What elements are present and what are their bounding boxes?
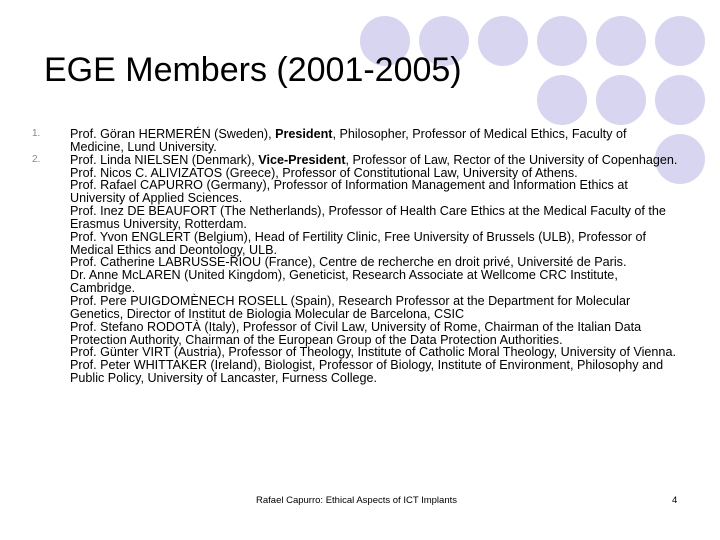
list-item xyxy=(70,295,682,321)
member-text: Prof. Göran HERMERÉN (Sweden), xyxy=(70,127,276,141)
member-role: Vice-President xyxy=(258,152,346,167)
member-text: Dr. Anne McLAREN (United Kingdom), Geneticist, Research Associate at Wellcome CRC Institute, Cambridge. xyxy=(70,268,618,296)
list-item xyxy=(70,231,682,257)
decor-circle xyxy=(478,16,528,66)
decor-circle xyxy=(596,75,646,125)
member-text: Prof. Rafael CAPURRO (Germany), Professor of Information Management and Information Ethics at University of Applied Sciences. xyxy=(70,178,628,206)
slide-title: EGE Members (2001-2005) xyxy=(44,51,462,89)
member-text: Prof. Linda NIELSEN (Denmark), xyxy=(70,152,259,167)
list-number: 1. xyxy=(32,128,41,139)
decor-circle xyxy=(537,75,587,125)
member-text: Prof. Günter VIRT (Austria), Professor of Theology, Institute of Catholic Moral Theology, University of Vienna. xyxy=(70,345,676,360)
member-list xyxy=(32,127,682,386)
list-item xyxy=(70,359,682,385)
list-item xyxy=(70,205,682,231)
footer-credit: Rafael Capurro: Ethical Aspects of ICT Implants xyxy=(256,495,457,506)
member-text: Prof. Peter WHITTAKER (Ireland), Biologist, Professor of Biology, Institute of Environment, Philosophy and Public Policy, University of Lancaster, Furness College. xyxy=(70,358,664,386)
list-item xyxy=(70,321,682,347)
decor-circle xyxy=(655,75,705,125)
member-text: Prof. Stefano RODOTÀ (Italy), Professor of Civil Law, University of Rome, Chairman of the Italian Data Protection Authority, Chairman of the European Group of the Data Protection Authorities. xyxy=(70,319,642,347)
member-text: Prof. Pere PUIGDOMÈNECH ROSELL (Spain), Research Professor at the Department for Molecular Genetics, Director of Institut de Biologia Molecular de Barcelona, CSIC xyxy=(70,293,631,321)
decor-circle xyxy=(537,16,587,66)
member-text: Prof. Catherine LABRUSSE-RIOU (France), Centre de recherche en droit privé, Université de Paris. xyxy=(70,255,627,270)
list-item xyxy=(70,269,682,295)
member-text: Prof. Yvon ENGLERT (Belgium), Head of Fertility Clinic, Free University of Brussels (ULB), Professor of Medical Ethics and Deontology, ULB. xyxy=(70,229,647,257)
member-text: , Philosopher, Professor of Medical Ethics, Faculty of Medicine, Lund University. xyxy=(70,127,627,154)
list-item xyxy=(32,127,682,154)
member-role: President xyxy=(275,127,333,141)
list-item xyxy=(70,179,682,205)
page-number: 4 xyxy=(672,495,678,506)
list-number: 2. xyxy=(32,153,41,165)
member-text: , Professor of Law, Rector of the University of Copenhagen. xyxy=(345,152,678,167)
decor-circle xyxy=(596,16,646,66)
member-text: Prof. Nicos C. ALIVIZATOS (Greece), Professor of Constitutional Law, University of Athens. xyxy=(70,165,578,180)
member-text: Prof. Inez DE BEAUFORT (The Netherlands), Professor of Health Care Ethics at the Medical Faculty of the Erasmus University, Rotterdam. xyxy=(70,204,666,231)
decor-circle xyxy=(655,16,705,66)
